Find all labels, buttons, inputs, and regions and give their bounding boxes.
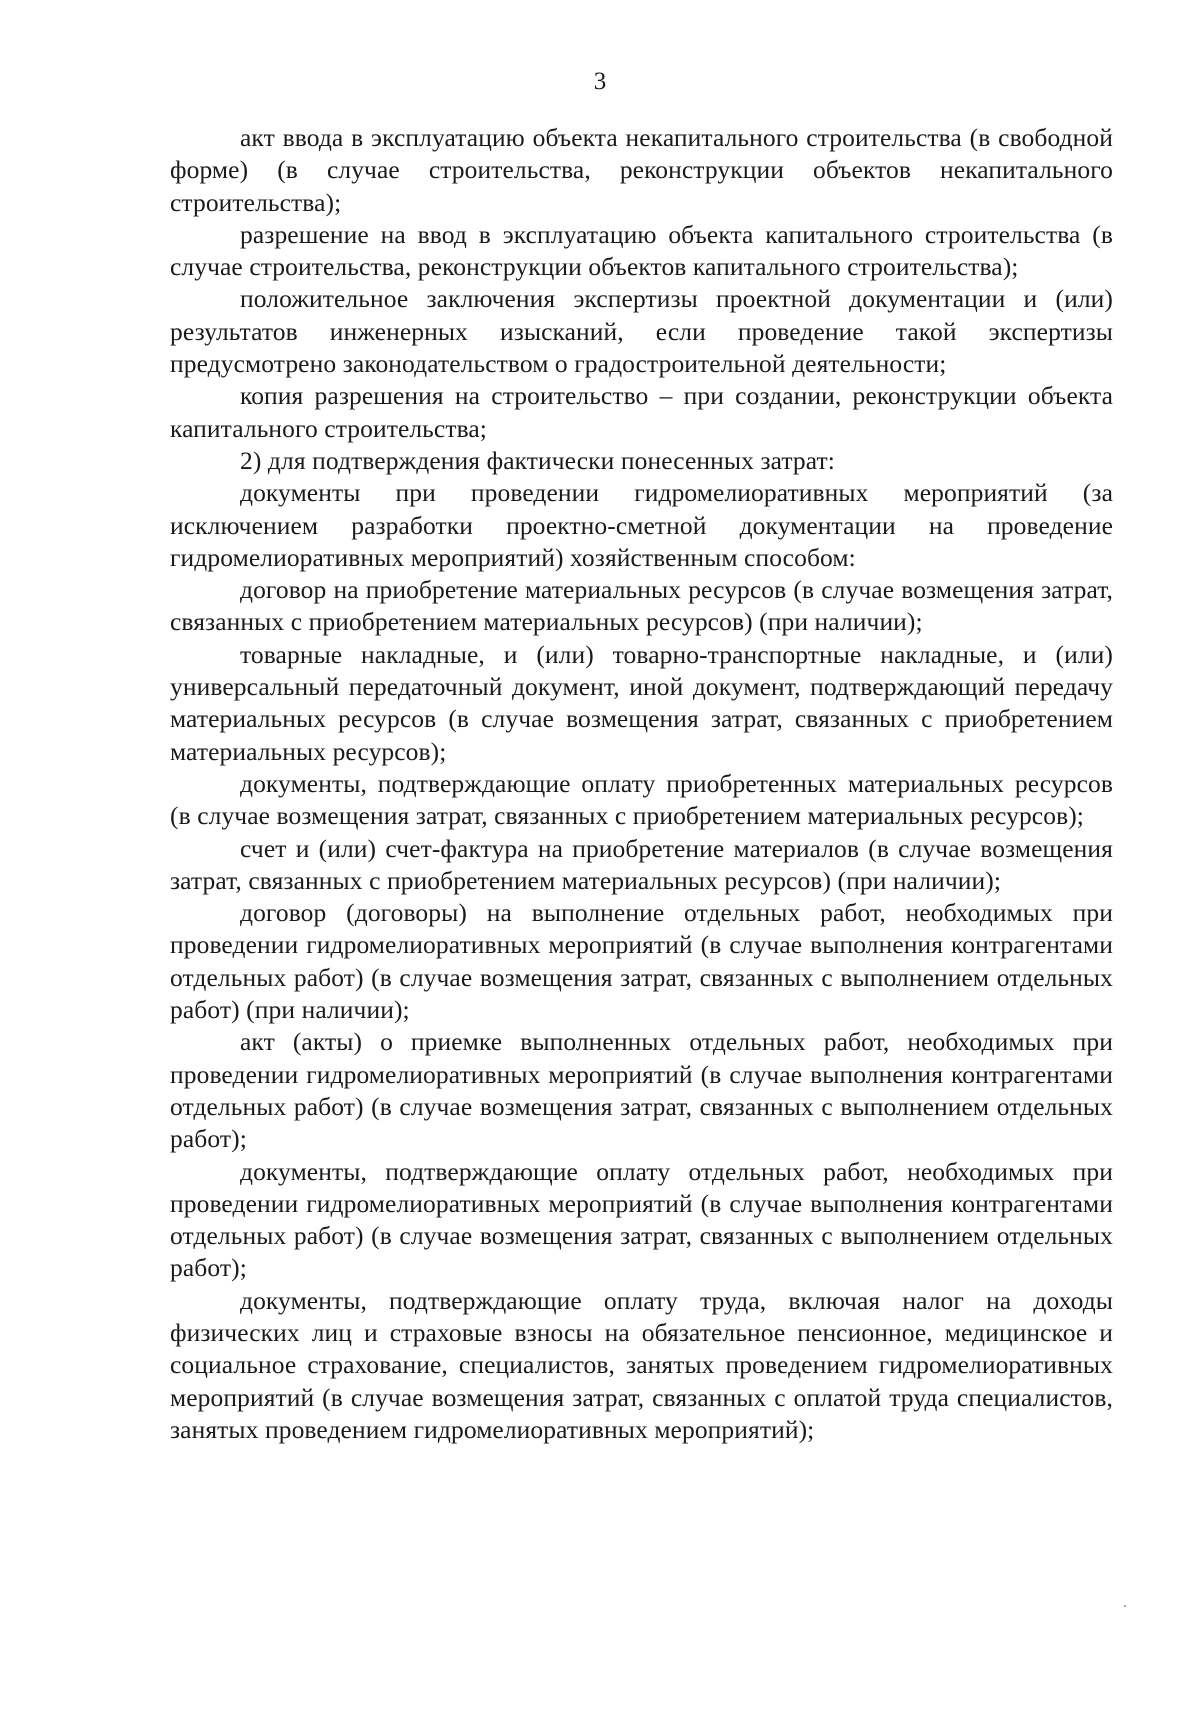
document-body xyxy=(170,122,1113,1446)
paragraph-materials-payment-docs: документы, подтверждающие оплату приобретенных материальных ресурсов (в случае возмещения затрат, связанных с приобретением материальных ресурсов); xyxy=(170,768,1113,831)
paragraph-labor-payment-docs: документы, подтверждающие оплату труда, включая налог на доходы физических лиц и страховые взносы на обязательное пенсионное, медицинское и социальное страхование, специалистов, занятых проведением гидромелиоративных мероприятий (в случае возмещения затрат, связанных с оплатой труда специалистов, занятых проведением гидромелиоративных мероприятий); xyxy=(170,1285,1113,1444)
paragraph-commissioning-permit-capital: разрешение на ввод в эксплуатацию объекта капитального строительства (в случае строительства, реконструкции объектов капитального строительства); xyxy=(170,219,1113,282)
paragraph-expertise-conclusion: положительное заключения экспертизы проектной документации и (или) результатов инженерных изысканий, если проведение такой экспертизы предусмотрено законодательством о градостроительной деятельности; xyxy=(170,284,1113,379)
paragraph-works-acceptance-act: акт (акты) о приемке выполненных отдельных работ, необходимых при проведении гидромелиоративных мероприятий (в случае выполнения контрагентами отдельных работ) (в случае возмещения затрат, связанных с выполнением отдельных работ); xyxy=(170,1027,1113,1154)
scan-speck xyxy=(1124,1605,1126,1607)
paragraph-invoice: счет и (или) счет-фактура на приобретение материалов (в случае возмещения затрат, связанных с приобретением материальных ресурсов) (при наличии); xyxy=(170,833,1113,895)
paragraph-works-contract: договор (договоры) на выполнение отдельных работ, необходимых при проведении гидромелиоративных мероприятий (в случае выполнения контрагентами отдельных работ) (в случае возмещения затрат, связанных с выполнением отдельных работ) (при наличии); xyxy=(170,898,1113,1025)
paragraph-materials-contract: договор на приобретение материальных ресурсов (в случае возмещения затрат, связанных с приобретением материальных ресурсов) (при наличии); xyxy=(170,575,1113,637)
paragraph-waybills: товарные накладные, и (или) товарно-транспортные накладные, и (или) универсальный передаточный документ, иной документ, подтверждающий передачу материальных ресурсов (в случае возмещения затрат, связанных с приобретением материальных ресурсов); xyxy=(170,639,1113,766)
paragraph-works-payment-docs: документы, подтверждающие оплату отдельных работ, необходимых при проведении гидромелиоративных мероприятий (в случае выполнения контрагентами отдельных работ) (в случае возмещения затрат, связанных с выполнением отдельных работ); xyxy=(170,1156,1113,1283)
paragraph-hydroreclamation-documents: документы при проведении гидромелиоративных мероприятий (за исключением разработки проектно-сметной документации на проведение гидромелиоративных мероприятий) хозяйственным способом: xyxy=(170,478,1113,572)
paragraph-construction-permit-copy: копия разрешения на строительство – при создании, реконструкции объекта капитального строительства; xyxy=(170,381,1113,443)
paragraph-item-2-expenses: 2) для подтверждения фактически понесенных затрат: xyxy=(240,445,835,475)
paragraph-commissioning-act-noncapital: акт ввода в эксплуатацию объекта некапитального строительства (в свободной форме) (в случае строительства, реконструкции объектов некапитального строительства); xyxy=(170,123,1113,217)
page-number: 3 xyxy=(593,68,607,95)
